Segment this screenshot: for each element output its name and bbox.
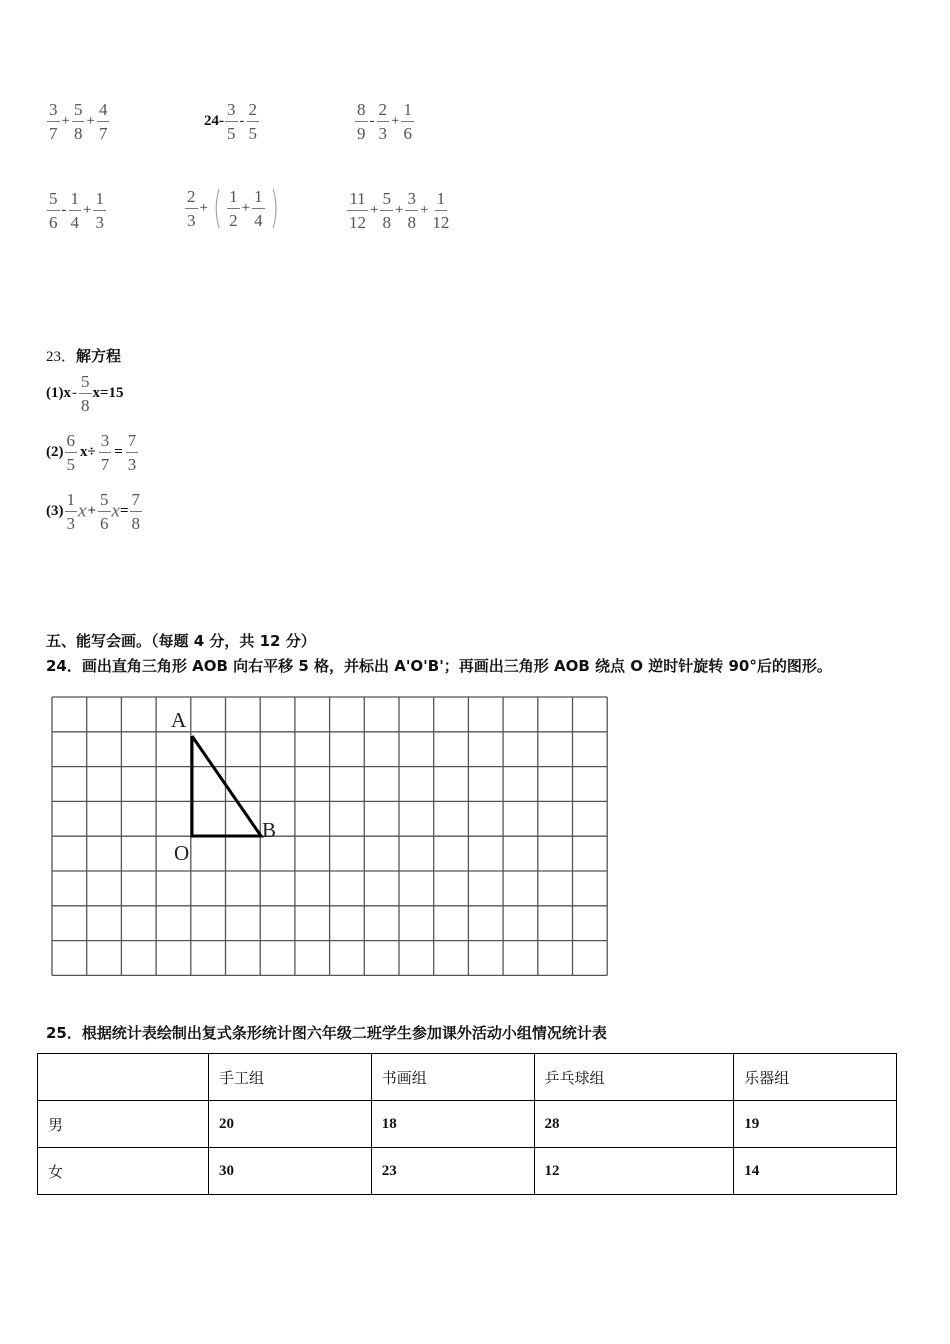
table-header-cell (38, 1054, 209, 1101)
fraction: $\frac{1}{4}$ (70, 189, 79, 232)
fraction: $\frac{1}{2}$ (229, 186, 238, 230)
fraction: $\frac{2}{5}$ (248, 100, 257, 143)
equation-1: (1)x- $\frac{5}{8}$ x=15 (46, 372, 124, 415)
question-23-title: 23．解方程 (46, 347, 122, 365)
grid-lines (52, 697, 607, 975)
fraction: $\frac{1}{3}$ (95, 189, 104, 232)
expression-2: 24- $\frac{3}{5}$ - $\frac{2}{5}$ (204, 100, 257, 143)
stats-table (37, 1053, 897, 1195)
table-header-cell: 手工组 (209, 1054, 372, 1101)
table-cell: 20 (209, 1101, 372, 1148)
point-a-label: A (171, 708, 187, 732)
expression-1: $\frac{3}{7}$ + $\frac{5}{8}$ + $\frac{4}{7}$ (49, 100, 108, 143)
grid-figure (40, 690, 620, 980)
fraction: $\frac{1}{3}$ (66, 490, 75, 533)
fraction: $\frac{5}{8}$ (73, 100, 83, 143)
fraction: $\frac{2}{3}$ (187, 186, 196, 230)
fraction: $\frac{6}{5}$ (66, 431, 75, 474)
table-row (38, 1101, 897, 1148)
question-24-text: 24．画出直角三角形 AOB 向右平移 5 格，并标出 A'O'B'；再画出三角形 AOB 绕点 O 逆时针旋转 90°后的图形。 (46, 657, 832, 675)
fraction: $\frac{5}{6}$ (100, 490, 109, 533)
point-o-label: O (174, 841, 190, 865)
fraction: $\frac{3}{7}$ (100, 431, 110, 474)
fraction: $\frac{4}{7}$ (98, 100, 108, 143)
table-row (38, 1148, 897, 1195)
table-cell: 28 (534, 1101, 734, 1148)
expression-3: $\frac{8}{9}$ - $\frac{2}{3}$ + $\frac{1}{6}$ (357, 100, 412, 143)
question-25-text: 25．根据统计表绘制出复式条形统计图六年级二班学生参加课外活动小组情况统计表 (46, 1024, 607, 1042)
left-paren: ( (213, 182, 222, 233)
table-header-row (38, 1054, 897, 1101)
table-cell: 19 (734, 1101, 897, 1148)
fraction: $\frac{5}{6}$ (49, 189, 58, 232)
table-cell: 18 (371, 1101, 534, 1148)
fraction: $\frac{2}{3}$ (378, 100, 387, 143)
triangle-aob (192, 736, 261, 836)
fraction: $\frac{7}{8}$ (131, 490, 140, 533)
table-cell: 12 (534, 1148, 734, 1195)
fraction: $\frac{7}{3}$ (127, 431, 137, 474)
table-cell: 23 (371, 1148, 534, 1195)
fraction: $\frac{5}{8}$ (382, 189, 391, 232)
expression-4: $\frac{5}{6}$ - $\frac{1}{4}$ + $\frac{1}{3}$ (49, 189, 104, 232)
expression-5: $\frac{2}{3}$ + ( $\frac{1}{2}$ + $\frac{1}{4}$ ) (187, 182, 279, 233)
table-cell: 30 (209, 1148, 372, 1195)
right-paren: ) (269, 182, 279, 233)
fraction: $\frac{3}{7}$ (49, 100, 58, 143)
equation-2: (2) $\frac{6}{5}$ x÷ $\frac{3}{7}$ = $\frac{7}{3}$ (46, 431, 137, 474)
row-label: 男 (38, 1101, 209, 1148)
equation-3: (3) $\frac{1}{3}$ x+ $\frac{5}{6}$ x= $\frac{7}{8}$ (46, 490, 140, 533)
fraction: $\frac{11}{12}$ (349, 189, 366, 232)
fraction: $\frac{1}{6}$ (403, 100, 412, 143)
table-header-cell: 乒乓球组 (534, 1054, 734, 1101)
fraction: $\frac{3}{8}$ (407, 189, 416, 232)
point-b-label: B (262, 818, 277, 842)
table-header-cell: 书画组 (371, 1054, 534, 1101)
fraction: $\frac{5}{8}$ (81, 372, 90, 415)
fraction: $\frac{3}{5}$ (227, 100, 236, 143)
fraction: $\frac{1}{12}$ (432, 189, 450, 232)
section-5-title: 五、能写会画。（每题 4 分，共 12 分） (46, 632, 316, 650)
row-label: 女 (38, 1148, 209, 1195)
table-cell: 14 (734, 1148, 897, 1195)
table-header-cell: 乐器组 (734, 1054, 897, 1101)
fraction: $\frac{8}{9}$ (357, 100, 366, 143)
expression-6: $\frac{11}{12}$ + $\frac{5}{8}$ + $\frac{3}{8}$ + $\frac{1}{12}$ (349, 189, 450, 232)
fraction: $\frac{1}{4}$ (254, 186, 263, 230)
